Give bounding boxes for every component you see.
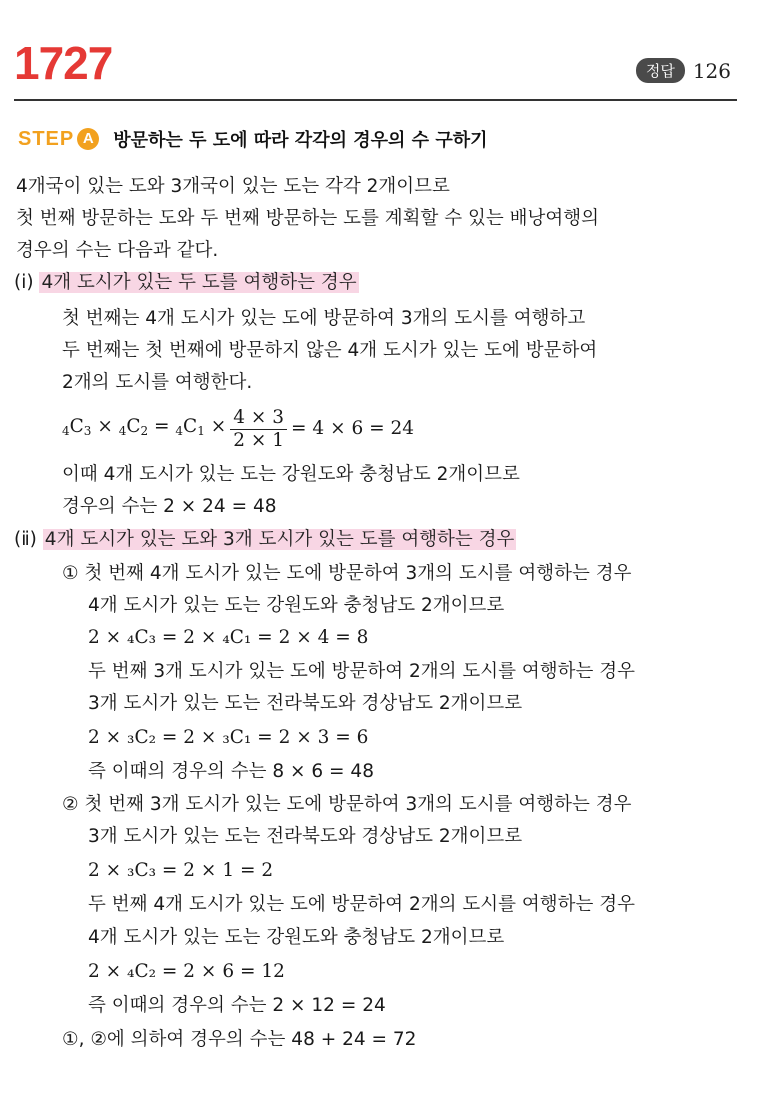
case2-conclusion: ①, ②에 의하여 경우의 수는 48 + 24 = 72 [62, 1029, 417, 1050]
step-label: STEP [18, 127, 75, 150]
fraction-numerator: 4 × 3 [230, 407, 287, 430]
case1-line: 2개의 도시를 여행한다. [62, 372, 253, 393]
case2-label: (ⅱ) [14, 529, 37, 550]
case1-after: 이때 4개 도시가 있는 도는 강원도와 충청남도 2개이므로 [62, 464, 520, 485]
case2-p1-line: 3개 도시가 있는 도는 전라북도와 경상남도 2개이므로 [88, 693, 523, 714]
step-heading [18, 126, 488, 152]
case2-p1-line: ① 첫 번째 4개 도시가 있는 도에 방문하여 3개의 도시를 여행하는 경우 [62, 563, 632, 584]
fraction-denominator: 2 × 1 [233, 429, 285, 451]
case2-p2-line: 2 × ₄C₂ = 2 × 6 = 12 [88, 961, 285, 982]
case1-formula: $_4C_3 \times _4C_2 = _4C_1$ × $\frac{4 \times 3}{2 \times 1}$ = 4 × 6 = 24 [62, 406, 415, 451]
case2-p2-line: 2 × ₃C₃ = 2 × 1 = 2 [88, 860, 274, 881]
intro-line: 첫 번째 방문하는 도와 두 번째 방문하는 도를 계획할 수 있는 배낭여행의 [16, 208, 599, 229]
case2-p1-line: 즉 이때의 경우의 수는 8 × 6 = 48 [88, 761, 374, 782]
answer-badge: 정답 [636, 58, 685, 83]
answer-reference [636, 58, 731, 83]
case2-p1-line: 두 번째 3개 도시가 있는 도에 방문하여 2개의 도시를 여행하는 경우 [88, 661, 635, 682]
case2-p2-line: ② 첫 번째 3개 도시가 있는 도에 방문하여 3개의 도시를 여행하는 경우 [62, 794, 632, 815]
problem-number: 1727 [14, 37, 113, 89]
case2-title: 4개 도시가 있는 도와 3개 도시가 있는 도를 여행하는 경우 [44, 529, 515, 550]
step-title: 방문하는 두 도에 따라 각각의 경우의 수 구하기 [113, 130, 488, 151]
intro-line: 4개국이 있는 도와 3개국이 있는 도는 각각 2개이므로 [16, 176, 450, 197]
case1-title: 4개 도시가 있는 두 도를 여행하는 경우 [41, 272, 357, 293]
case1-label: (ⅰ) [14, 272, 34, 293]
case2-p2-line: 4개 도시가 있는 도는 강원도와 충청남도 2개이므로 [88, 927, 505, 948]
case2-p1-line: 2 × ₄C₃ = 2 × ₄C₁ = 2 × 4 = 8 [88, 627, 369, 648]
header-divider [14, 99, 737, 101]
step-letter: A [77, 128, 99, 150]
case2-p2-line: 즉 이때의 경우의 수는 2 × 12 = 24 [88, 995, 386, 1016]
formula-result: = 4 × 6 = 24 [291, 418, 415, 439]
case1-heading [14, 270, 359, 296]
fraction [230, 407, 287, 452]
answer-page: 126 [692, 58, 731, 83]
case2-heading [14, 527, 516, 553]
case2-p1-line: 2 × ₃C₂ = 2 × ₃C₁ = 2 × 3 = 6 [88, 727, 369, 748]
case2-p2-line: 두 번째 4개 도시가 있는 도에 방문하여 2개의 도시를 여행하는 경우 [88, 894, 635, 915]
case2-p1-line: 4개 도시가 있는 도는 강원도와 충청남도 2개이므로 [88, 595, 505, 616]
case1-line: 첫 번째는 4개 도시가 있는 도에 방문하여 3개의 도시를 여행하고 [62, 308, 586, 329]
case1-line: 두 번째는 첫 번째에 방문하지 않은 4개 도시가 있는 도에 방문하여 [62, 340, 598, 361]
intro-line: 경우의 수는 다음과 같다. [16, 240, 219, 261]
case1-after: 경우의 수는 2 × 24 = 48 [62, 496, 277, 517]
case2-p2-line: 3개 도시가 있는 도는 전라북도와 경상남도 2개이므로 [88, 826, 523, 847]
